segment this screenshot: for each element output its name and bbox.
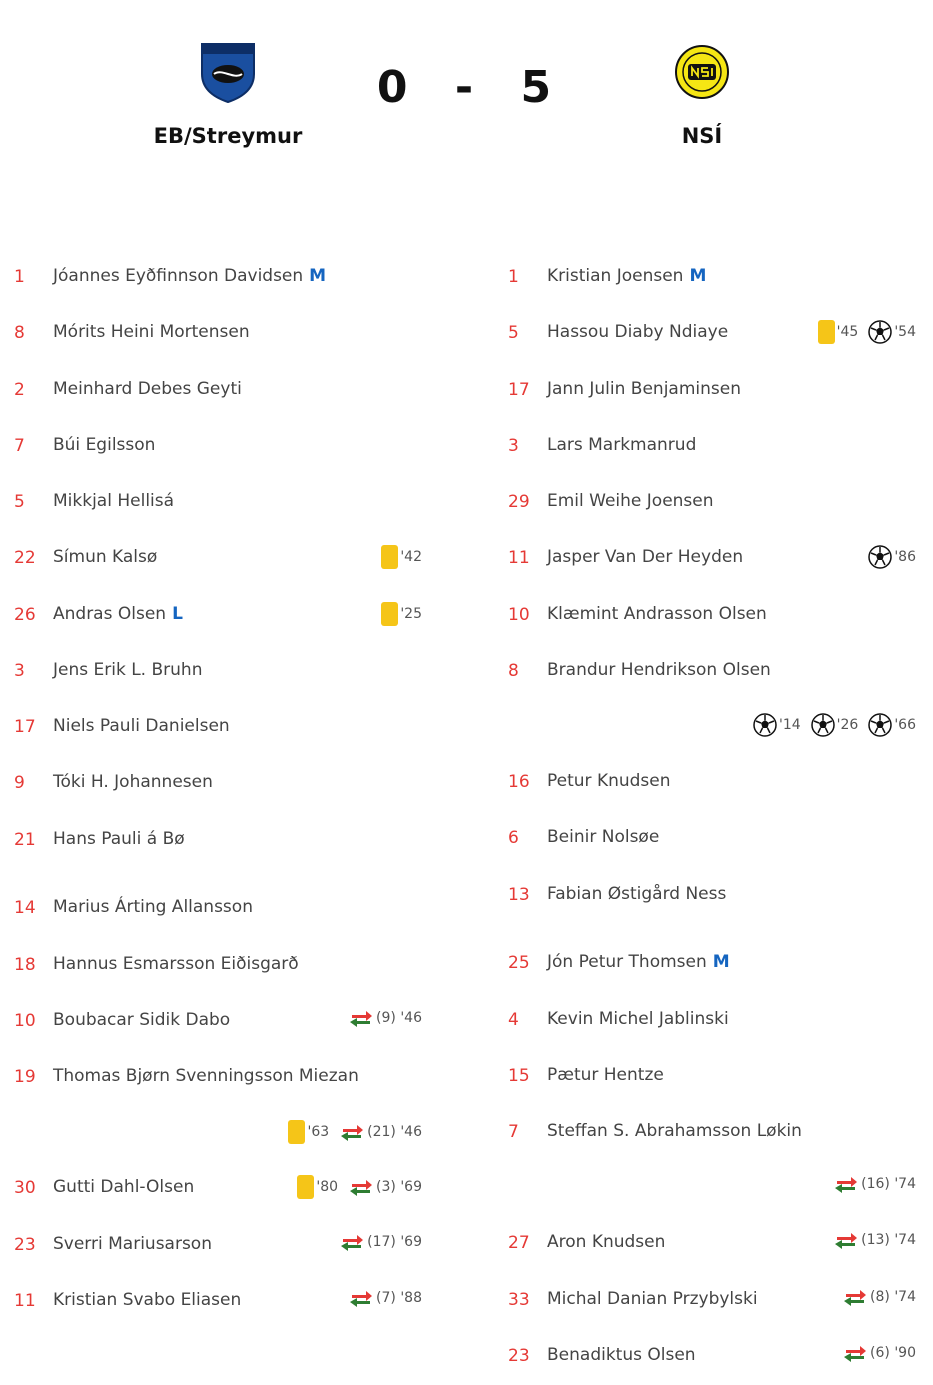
- yellow-card-icon: [818, 320, 835, 344]
- player-row[interactable]: [494, 419, 924, 475]
- player-name[interactable]: [53, 547, 157, 567]
- player-number: 10: [14, 1011, 36, 1031]
- home-team-name: EB/Streymur: [153, 124, 303, 148]
- event-time: (16) '74: [861, 1176, 916, 1192]
- football-icon: [753, 713, 777, 737]
- player-name[interactable]: [53, 954, 299, 974]
- player-row[interactable]: [494, 993, 924, 1049]
- player-name[interactable]: [547, 266, 706, 286]
- player-name[interactable]: [547, 952, 730, 972]
- event-time: (3) '69: [376, 1179, 422, 1195]
- player-row[interactable]: [0, 250, 430, 306]
- player-row[interactable]: [494, 588, 924, 644]
- player-name-text: Hassou Diaby Ndiaye: [547, 322, 729, 342]
- player-row[interactable]: [494, 868, 924, 924]
- player-number: 1: [508, 267, 519, 287]
- player-name-text: Kristian Svabo Eliasen: [53, 1290, 242, 1310]
- player-name-text: Hannus Esmarsson Eiðisgarð: [53, 954, 299, 974]
- substitution-event: [833, 1174, 916, 1194]
- player-name-text: Fabian Østigård Ness: [547, 884, 727, 904]
- player-name[interactable]: [53, 491, 174, 511]
- player-row[interactable]: [494, 755, 924, 811]
- player-name[interactable]: [53, 772, 213, 792]
- substitution-event: [348, 1008, 422, 1028]
- football-icon: [811, 713, 835, 737]
- player-events: [348, 1288, 422, 1308]
- yellow-card-icon: [288, 1120, 305, 1144]
- player-number: 29: [508, 492, 530, 512]
- player-name-text: Aron Knudsen: [547, 1232, 666, 1252]
- player-name[interactable]: [547, 1009, 729, 1029]
- player-name[interactable]: [53, 435, 155, 455]
- player-row: [494, 1160, 924, 1216]
- football-icon: [868, 713, 892, 737]
- player-name-text: Hans Pauli á Bø: [53, 829, 185, 849]
- player-number: 13: [508, 885, 530, 905]
- player-row: [494, 699, 924, 755]
- player-row[interactable]: [0, 938, 430, 994]
- player-name[interactable]: [53, 897, 253, 917]
- player-name[interactable]: [547, 1345, 696, 1365]
- player-number: 2: [14, 380, 25, 400]
- player-name-text: Andras Olsen: [53, 604, 167, 624]
- goal-event: [868, 320, 916, 344]
- football-icon: [868, 545, 892, 569]
- substitution-event: [339, 1122, 422, 1142]
- player-row[interactable]: [494, 644, 924, 700]
- player-events: [339, 1232, 422, 1252]
- player-name-text: Símun Kalsø: [53, 547, 158, 567]
- player-name[interactable]: [53, 660, 202, 680]
- player-name-text: Sverri Mariusarson: [53, 1234, 212, 1254]
- player-name-text: Michal Danian Przybylski: [547, 1289, 758, 1309]
- yellow-card-icon: [297, 1175, 314, 1199]
- event-time: (13) '74: [861, 1232, 916, 1248]
- player-name-text: Petur Knudsen: [547, 771, 671, 791]
- event-time: '86: [894, 549, 916, 565]
- player-name-text: Klæmint Andrasson Olsen: [547, 604, 767, 624]
- role-badge: M: [689, 266, 707, 286]
- role-badge: M: [712, 952, 730, 972]
- substitution-icon: [339, 1122, 365, 1142]
- player-number: 17: [508, 380, 530, 400]
- away-team[interactable]: [552, 40, 852, 148]
- player-row[interactable]: [0, 756, 430, 812]
- player-events: [842, 1343, 916, 1363]
- yellow-card-event: [288, 1120, 329, 1144]
- player-name-text: Marius Árting Allansson: [53, 897, 253, 917]
- player-events: [818, 320, 916, 344]
- player-row[interactable]: [0, 588, 430, 644]
- player-number: 14: [14, 898, 36, 918]
- event-time: (9) '46: [376, 1010, 422, 1026]
- substitution-icon: [842, 1287, 868, 1307]
- player-number: 21: [14, 830, 36, 850]
- player-name-text: Brandur Hendrikson Olsen: [547, 660, 771, 680]
- player-events: [288, 1120, 422, 1144]
- player-events: [833, 1174, 916, 1194]
- player-name-text: Benadiktus Olsen: [547, 1345, 696, 1365]
- player-events: [842, 1287, 916, 1307]
- role-badge: M: [309, 266, 327, 286]
- player-events: [297, 1175, 422, 1199]
- player-name[interactable]: [53, 1066, 359, 1086]
- event-time: '26: [836, 717, 859, 733]
- player-name-text: Emil Weihe Joensen: [547, 491, 714, 511]
- player-name[interactable]: [53, 1010, 230, 1030]
- player-number: 11: [14, 1291, 36, 1311]
- away-score: 5: [520, 62, 554, 113]
- player-number: 30: [14, 1178, 36, 1198]
- substitution-event: [842, 1287, 916, 1307]
- event-time: '25: [400, 606, 422, 622]
- player-name-text: Pætur Hentze: [547, 1065, 664, 1085]
- player-row[interactable]: [494, 363, 924, 419]
- player-row[interactable]: [0, 363, 430, 419]
- player-events: [381, 545, 422, 569]
- player-name-text: Steffan S. Abrahamsson Løkin: [547, 1121, 802, 1141]
- player-row[interactable]: [0, 1218, 430, 1274]
- player-row[interactable]: [494, 1329, 924, 1385]
- role-badge: L: [172, 604, 183, 624]
- player-number: 8: [508, 661, 519, 681]
- substitution-icon: [348, 1008, 374, 1028]
- player-number: 10: [508, 605, 530, 625]
- player-number: 7: [508, 1122, 519, 1142]
- player-name-text: Búi Egilsson: [53, 435, 156, 455]
- player-name[interactable]: [53, 266, 326, 286]
- player-name-text: Thomas Bjørn Svenningsson Miezan: [53, 1066, 359, 1086]
- event-time: '45: [836, 324, 859, 340]
- substitution-event: [348, 1288, 422, 1308]
- player-number: 9: [14, 773, 25, 793]
- player-events: [381, 602, 422, 626]
- player-row[interactable]: [0, 994, 430, 1050]
- player-name[interactable]: [547, 604, 767, 624]
- player-name-text: Gutti Dahl-Olsen: [53, 1177, 195, 1197]
- player-number: 27: [508, 1233, 530, 1253]
- substitution-icon: [348, 1288, 374, 1308]
- substitution-event: [339, 1232, 422, 1252]
- event-time: '66: [894, 717, 916, 733]
- event-time: (8) '74: [870, 1289, 916, 1305]
- score-separator: -: [454, 62, 476, 113]
- player-number: 16: [508, 772, 530, 792]
- player-number: 23: [508, 1346, 530, 1366]
- player-row[interactable]: [0, 1274, 430, 1330]
- player-name[interactable]: [53, 1234, 212, 1254]
- player-number: 1: [14, 267, 25, 287]
- yellow-card-event: [818, 320, 859, 344]
- player-number: 5: [508, 323, 519, 343]
- goal-event: [753, 713, 801, 737]
- player-name[interactable]: [547, 771, 671, 791]
- player-name[interactable]: [53, 379, 242, 399]
- player-row[interactable]: [0, 306, 430, 362]
- player-row[interactable]: [494, 1273, 924, 1329]
- goal-event: [868, 713, 916, 737]
- event-time: (7) '88: [376, 1290, 422, 1306]
- goal-event: [811, 713, 859, 737]
- player-row[interactable]: [494, 475, 924, 531]
- player-number: 8: [14, 323, 25, 343]
- player-row[interactable]: [0, 700, 430, 756]
- player-name-text: Meinhard Debes Geyti: [53, 379, 242, 399]
- player-name[interactable]: [53, 716, 230, 736]
- event-time: (21) '46: [367, 1124, 422, 1140]
- substitution-event: [348, 1177, 422, 1197]
- player-number: 25: [508, 953, 530, 973]
- player-name-text: Jann Julin Benjaminsen: [547, 379, 741, 399]
- player-row[interactable]: [494, 531, 924, 587]
- player-name-text: Kristian Joensen: [547, 266, 684, 286]
- match-header: [0, 0, 933, 200]
- player-row[interactable]: [494, 936, 924, 992]
- player-events: [348, 1008, 422, 1028]
- yellow-card-event: [381, 545, 422, 569]
- player-name-text: Jens Erik L. Bruhn: [53, 660, 203, 680]
- yellow-card-event: [297, 1175, 338, 1199]
- player-row[interactable]: [0, 1161, 430, 1217]
- player-number: 4: [508, 1010, 519, 1030]
- player-name-text: Niels Pauli Danielsen: [53, 716, 230, 736]
- player-row[interactable]: [494, 811, 924, 867]
- player-row: [0, 1106, 430, 1162]
- event-time: (17) '69: [367, 1234, 422, 1250]
- player-events: [868, 545, 916, 569]
- player-name[interactable]: [53, 1177, 194, 1197]
- event-time: '14: [778, 717, 801, 733]
- away-team-name: NSÍ: [681, 124, 723, 148]
- player-name-text: Mikkjal Hellisá: [53, 491, 175, 511]
- player-row[interactable]: [0, 813, 430, 869]
- player-name[interactable]: [53, 604, 183, 624]
- player-name[interactable]: [53, 829, 185, 849]
- player-name[interactable]: [547, 1289, 758, 1309]
- player-row[interactable]: [0, 644, 430, 700]
- player-row[interactable]: [0, 419, 430, 475]
- player-number: 19: [14, 1067, 36, 1087]
- player-name[interactable]: [547, 1065, 664, 1085]
- player-number: 3: [508, 436, 519, 456]
- player-name-text: Jasper Van Der Heyden: [547, 547, 744, 567]
- eb-streymur-crest-icon: [198, 40, 258, 104]
- player-name-text: Beinir Nolsøe: [547, 827, 660, 847]
- substitution-icon: [833, 1230, 859, 1250]
- player-number: 22: [14, 548, 36, 568]
- player-number: 17: [14, 717, 36, 737]
- player-name[interactable]: [547, 1232, 665, 1252]
- goal-event: [868, 545, 916, 569]
- substitution-icon: [339, 1232, 365, 1252]
- player-name[interactable]: [547, 660, 771, 680]
- player-events: [753, 713, 916, 737]
- player-name[interactable]: [547, 491, 714, 511]
- player-name-text: Tóki H. Johannesen: [53, 772, 213, 792]
- player-number: 6: [508, 828, 519, 848]
- player-row[interactable]: [494, 1049, 924, 1105]
- player-row[interactable]: [0, 881, 430, 937]
- player-row[interactable]: [0, 475, 430, 531]
- player-number: 26: [14, 605, 36, 625]
- event-time: '42: [400, 549, 422, 565]
- event-time: '63: [307, 1124, 330, 1140]
- player-name[interactable]: [547, 379, 741, 399]
- player-number: 11: [508, 548, 530, 568]
- player-name[interactable]: [547, 435, 696, 455]
- player-number: 15: [508, 1066, 530, 1086]
- player-name-text: Boubacar Sidik Dabo: [53, 1010, 231, 1030]
- player-name[interactable]: [547, 1121, 802, 1141]
- football-icon: [868, 320, 892, 344]
- substitution-icon: [842, 1343, 868, 1363]
- player-number: 7: [14, 436, 25, 456]
- substitution-event: [842, 1343, 916, 1363]
- player-name[interactable]: [547, 547, 743, 567]
- player-number: 18: [14, 955, 36, 975]
- substitution-icon: [348, 1177, 374, 1197]
- yellow-card-event: [381, 602, 422, 626]
- player-name-text: Jón Petur Thomsen: [547, 952, 707, 972]
- substitution-icon: [833, 1174, 859, 1194]
- event-time: (6) '90: [870, 1345, 916, 1361]
- player-name[interactable]: [53, 1290, 241, 1310]
- player-number: 33: [508, 1290, 530, 1310]
- player-number: 3: [14, 661, 25, 681]
- home-score: 0: [376, 62, 410, 113]
- player-row[interactable]: [494, 1216, 924, 1272]
- yellow-card-icon: [381, 602, 398, 626]
- player-number: 5: [14, 492, 25, 512]
- player-name[interactable]: [547, 827, 659, 847]
- player-row[interactable]: [494, 306, 924, 362]
- yellow-card-icon: [381, 545, 398, 569]
- event-time: '54: [894, 324, 916, 340]
- player-row[interactable]: [0, 1050, 430, 1106]
- player-row[interactable]: [0, 531, 430, 587]
- player-name[interactable]: [547, 322, 728, 342]
- event-time: '80: [316, 1179, 339, 1195]
- player-name-text: Lars Markmanrud: [547, 435, 697, 455]
- player-name[interactable]: [547, 884, 726, 904]
- nsi-crest-icon: [672, 40, 732, 104]
- player-events: [833, 1230, 916, 1250]
- player-name[interactable]: [53, 322, 250, 342]
- player-name-text: Kevin Michel Jablinski: [547, 1009, 729, 1029]
- player-number: 23: [14, 1235, 36, 1255]
- player-name-text: Mórits Heini Mortensen: [53, 322, 250, 342]
- player-row[interactable]: [494, 250, 924, 306]
- player-row[interactable]: [494, 1105, 924, 1161]
- substitution-event: [833, 1230, 916, 1250]
- player-name-text: Jóannes Eyðfinnson Davidsen: [53, 266, 304, 286]
